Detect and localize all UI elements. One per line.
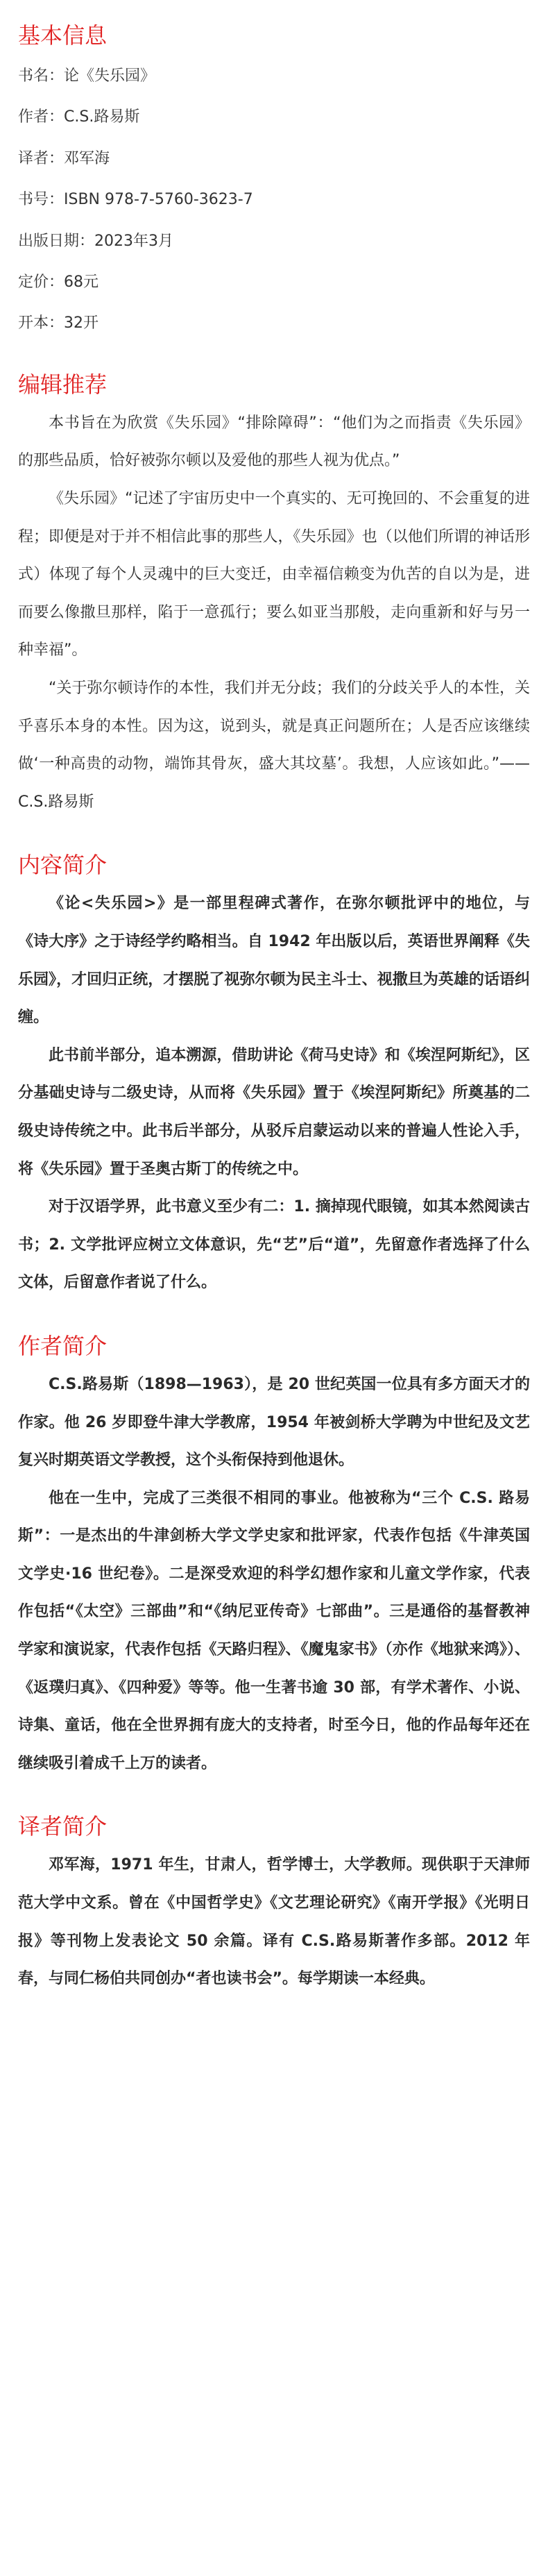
translator-intro-paragraph-1: 邓军海，1971 年生，甘肃人，哲学博士，大学教师。现供职于天津师范大学中文系。曾在《中国哲学史》《文艺理论研究》《南开学报》《光明日报》等刊物上发表论文 50 余篇。译有 C.S.路易斯著作多部。2012 年春，与同仁杨伯共同创办“者也读书会”。每学期读一本经典。 (18, 1856, 530, 1988)
author-intro-paragraph-2: 他在一生中，完成了三类很不相同的事业。他被称为“三个 C.S. 路易斯”：一是杰出的牛津剑桥大学文学史家和批评家，代表作包括《牛津英国文学史·16 世纪卷》。二是深受欢迎的科学幻想作家和儿童文学作家，代表作包括“《太空》三部曲”和“《纳尼亚传奇》七部曲”。三是通俗的基督教神学家和演说家，代表作包括《天路归程》、《魔鬼家书》（亦作《地狱来鸿》）、《返璞归真》、《四种爱》等等。他一生著书逾 30 部，有学术著作、小说、诗集、童话，他在全世界拥有庞大的支持者，时至今日，他的作品每年还在继续吸引着成千上万的读者。 (18, 1489, 530, 1772)
content-intro-paragraph-3: 对于汉语学界，此书意义至少有二：1. 摘掉现代眼镜，如其本然阅读古书；2. 文学批评应树立文体意识，先“艺”后“道”，先留意作者选择了什么文体，后留意作者说了什么。 (18, 1198, 530, 1292)
editor-recommend-title: 编辑推荐 (18, 371, 108, 398)
isbn-line: 书号：ISBN 978-7-5760-3623-7 (18, 191, 253, 209)
content-intro-paragraph-1: 《论<失乐园>》是一部里程碑式著作，在弥尔顿批评中的地位，与《诗大序》之于诗经学约略相当。自 1942 年出版以后，英语世界阐释《失乐园》，才回归正统，才摆脱了视弥尔顿为民主斗士、视撒旦为英雄的话语纠缠。 (18, 895, 530, 1027)
publish-date-line: 出版日期：2023年3月 (18, 232, 173, 250)
editor-recommend-paragraph-2: 《失乐园》“记述了宇宙历史中一个真实的、无可挽回的、不会重复的进程；即便是对于并不相信此事的那些人，《失乐园》也（以他们所谓的神话形式）体现了每个人灵魂中的巨大变迁，由幸福信赖变为仇苦的自以为是，进而要么像撒旦那样，陷于一意孤行；要么如亚当那般，走向重新和好与另一种幸福”。 (18, 490, 530, 659)
editor-recommend-paragraph-3: “关于弥尔顿诗作的本性，我们并无分歧；我们的分歧关乎人的本性，关乎喜乐本身的本性。因为这，说到头，就是真正问题所在；人是否应该继续做‘一种高贵的动物，端饰其骨灰，盛大其坟墓’。我想，人应该如此。”——C.S.路易斯 (18, 680, 530, 811)
basic-info-section (18, 19, 530, 344)
price-line: 定价：68元 (18, 273, 99, 292)
content-intro-paragraph-2: 此书前半部分，追本溯源，借助讲论《荷马史诗》和《埃涅阿斯纪》，区分基础史诗与二级史诗，从而将《失乐园》置于《埃涅阿斯纪》所奠基的二级史诗传统之中。此书后半部分，从驳斥启蒙运动以来的普遍人性论入手，将《失乐园》置于圣奥古斯丁的传统之中。 (18, 1046, 530, 1178)
author-intro-title: 作者简介 (18, 1332, 108, 1359)
author-intro-paragraph-1: C.S.路易斯（1898—1963），是 20 世纪英国一位具有多方面天才的作家。他 26 岁即登牛津大学教席，1954 年被剑桥大学聘为中世纪及文艺复兴时期英语文学教授，这个头衔保持到他退休。 (18, 1375, 530, 1470)
basic-info-title: 基本信息 (18, 22, 108, 49)
format-line: 开本：32开 (18, 314, 99, 332)
content-intro-title: 内容简介 (18, 852, 108, 879)
editor-recommend-paragraph-1: 本书旨在为欣赏《失乐园》“排除障碍”：“他们为之而指责《失乐园》的那些品质，恰好被弥尔顿以及爱他的那些人视为优点。” (18, 414, 530, 470)
editor-recommend-section (18, 369, 530, 822)
translator-line: 译者：邓军海 (18, 149, 110, 167)
author-intro-section (18, 1330, 530, 1783)
content-intro-section (18, 849, 530, 1302)
book-title-line: 书名：论《失乐园》 (18, 67, 156, 85)
author-line: 作者：C.S.路易斯 (18, 108, 140, 126)
translator-intro-section (18, 1810, 530, 1998)
translator-intro-title: 译者简介 (18, 1813, 108, 1840)
